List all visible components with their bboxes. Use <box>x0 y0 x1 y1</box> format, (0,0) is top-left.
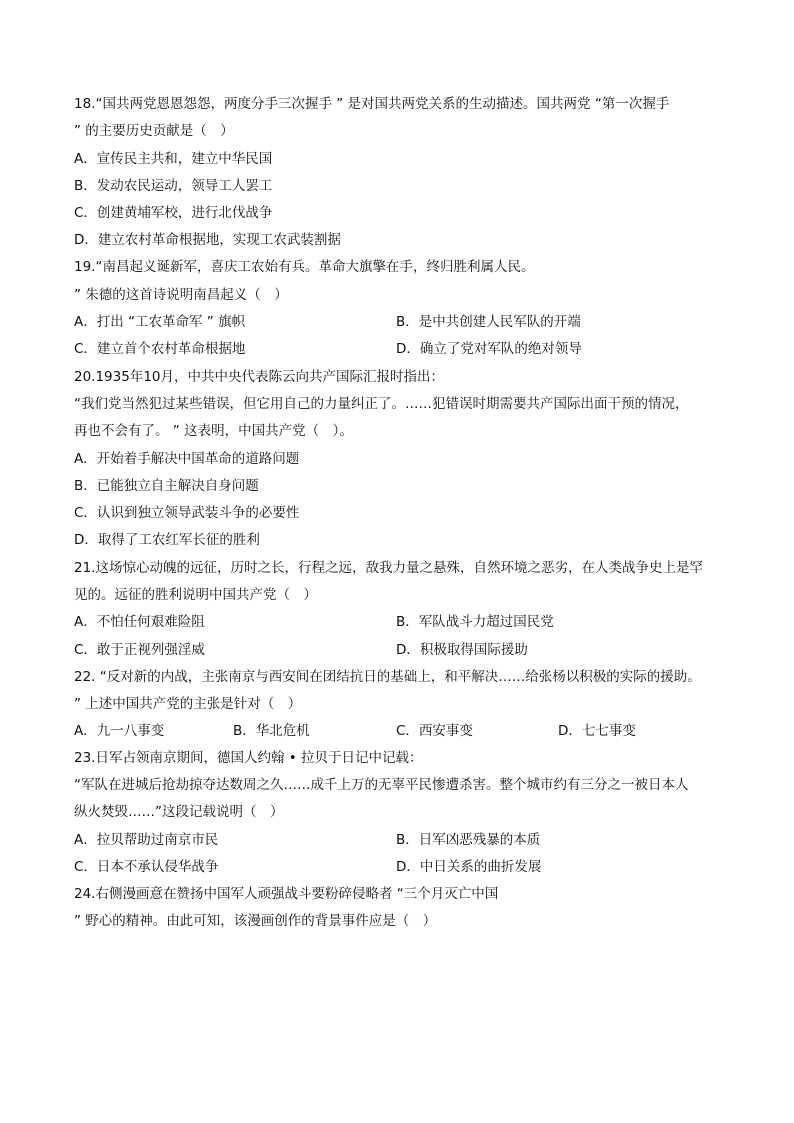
q21-option-a: A．不怕任何艰难险阻 <box>74 614 205 630</box>
q21-option-b: B．军队战斗力超过国民党 <box>396 614 554 630</box>
q20-option-a: A．开始着手解决中国革命的道路问题 <box>74 451 300 467</box>
q19-stem-line2: ” 朱德的这首诗说明南昌起义（ ） <box>74 287 288 303</box>
q21-option-d: D．积极取得国际援助 <box>396 642 528 658</box>
q18-option-c: C．创建黄埔军校，进行北伐战争 <box>74 205 273 221</box>
q21-stem-line1: 21.这场惊心动魄的远征，历时之长，行程之远，敌我力量之悬殊，自然环境之恶劣，在人类战争史上是罕 <box>74 560 703 576</box>
q19-option-a: A．打出 “工农革命军 ” 旗帜 <box>74 314 246 330</box>
q22-option-b: B．华北危机 <box>233 723 310 739</box>
q18-stem-line2: ” 的主要历史贡献是（ ） <box>74 123 234 139</box>
q20-option-d: D．取得了工农红军长征的胜利 <box>74 532 260 548</box>
q20-stem-line1: 20.1935年10月，中共中央代表陈云向共产国际汇报时指出： <box>74 369 445 385</box>
q22-option-a: A．九一八事变 <box>74 723 165 739</box>
q18-stem-line1: 18.“国共两党恩恩怨怨，两度分手三次握手 ” 是对国共两党关系的生动描述。国共两党 “第一次握手 <box>74 96 670 112</box>
q24-stem-line1: 24.右侧漫画意在赞扬中国军人顽强战斗要粉碎侵略者 “三个月灭亡中国 <box>74 886 499 902</box>
q20-stem-line2: “我们党当然犯过某些错误，但它用自己的力量纠正了。……犯错误时期需要共产国际出面干预的情况， <box>74 396 689 412</box>
q20-option-b: B．已能独立自主解决自身问题 <box>74 478 259 494</box>
q20-option-c: C．认识到独立领导武装斗争的必要性 <box>74 505 300 521</box>
q23-option-a: A．拉贝帮助过南京市民 <box>74 832 219 848</box>
q19-option-b: B．是中共创建人民军队的开端 <box>396 314 581 330</box>
q19-option-d: D．确立了党对军队的绝对领导 <box>396 341 582 357</box>
q22-stem-line2: ” 上述中国共产党的主张是针对（ ） <box>74 696 302 712</box>
q18-option-b: B．发动农民运动，领导工人罢工 <box>74 178 273 194</box>
q22-stem-line1: 22. “反对新的内战，主张南京与西安间在团结抗日的基础上，和平解决……给张杨以积极的实际的援助。 <box>74 669 701 685</box>
q23-stem-line2: “军队在进城后抢劫掠夺达数周之久……成千上万的无辜平民惨遭杀害。整个城市约有三分之一被日本人 <box>74 777 689 793</box>
q18-option-a: A．宣传民主共和，建立中华民国 <box>74 151 273 167</box>
q23-option-d: D．中日关系的曲折发展 <box>396 859 542 875</box>
q23-option-c: C．日本不承认侵华战争 <box>74 859 219 875</box>
q22-option-d: D．七七事变 <box>558 723 636 739</box>
q24-stem-line2: ” 野心的精神。由此可知，该漫画创作的背景事件应是（ ） <box>74 913 437 929</box>
q20-stem-line3: 再也不会有了。 ” 这表明，中国共产党（ ）。 <box>74 423 353 439</box>
q23-stem-line3: 纵火焚毁……”这段记载说明（ ） <box>74 804 284 820</box>
q19-stem-line1: 19.“南昌起义诞新军，喜庆工农始有兵。革命大旗擎在手，终归胜利属人民。 <box>74 259 535 275</box>
q21-option-c: C．敢于正视列强淫威 <box>74 642 205 658</box>
q18-option-d: D．建立农村革命根据地，实现工农武装割据 <box>74 232 341 248</box>
q19-option-c: C．建立首个农村革命根据地 <box>74 341 246 357</box>
q23-option-b: B．日军凶恶残暴的本质 <box>396 832 541 848</box>
q21-stem-line2: 见的。远征的胜利说明中国共产党（ ） <box>74 587 317 603</box>
q22-option-c: C．西安事变 <box>396 723 473 739</box>
q23-stem-line1: 23.日军占领南京期间，德国人约翰 • 拉贝于日记中记载： <box>74 750 423 766</box>
